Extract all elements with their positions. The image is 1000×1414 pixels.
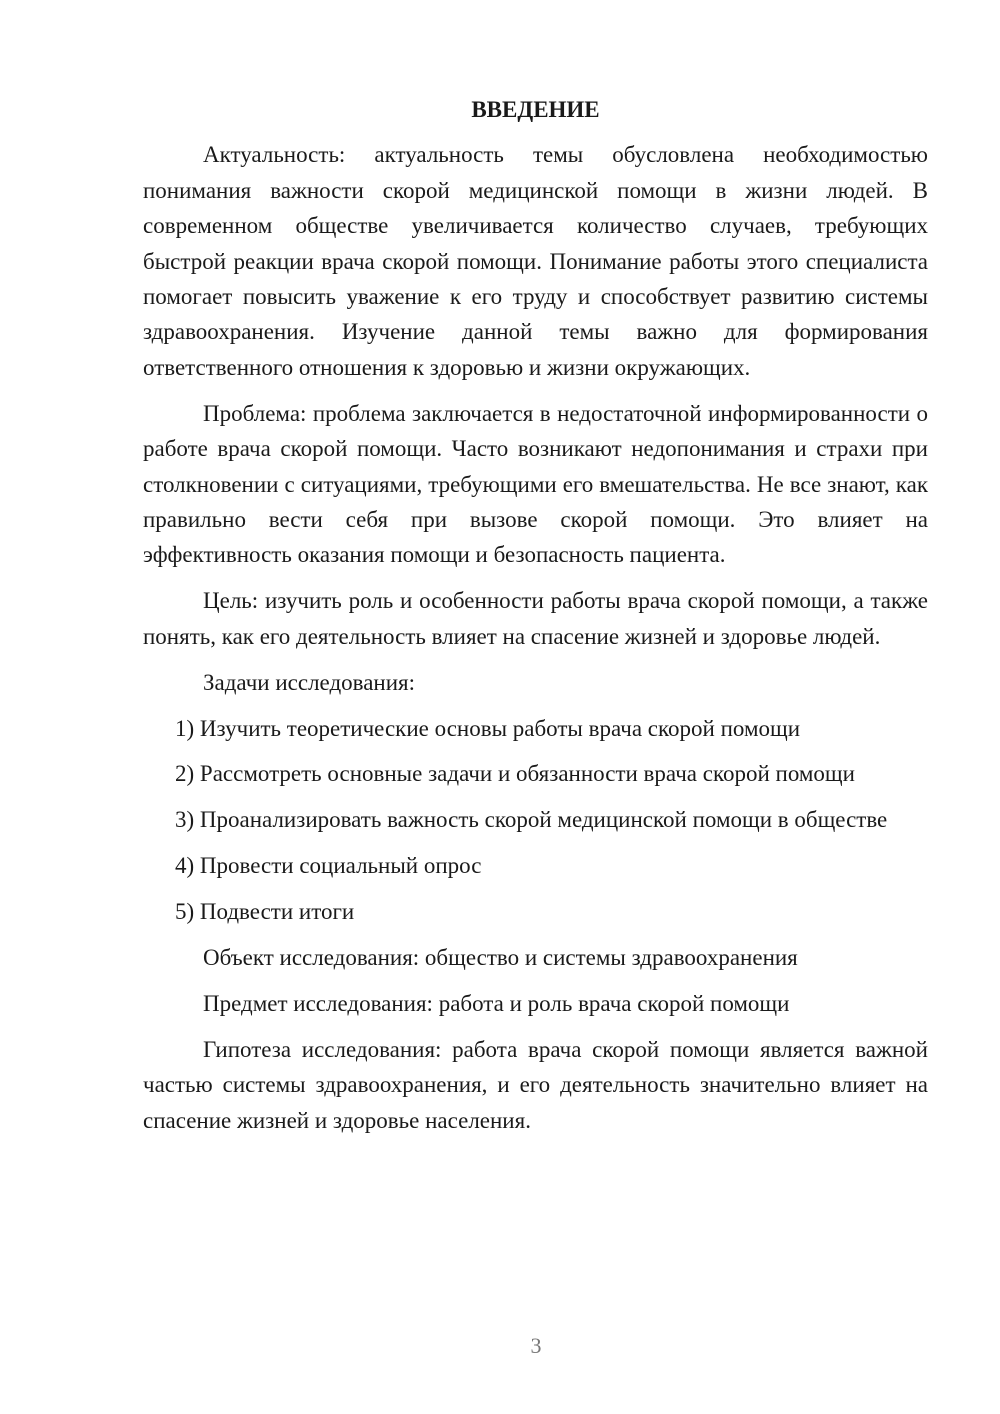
task-item: 3) Проанализировать важность скорой медицинской помощи в обществе (175, 807, 888, 833)
tasks-list (143, 711, 928, 930)
tasks-heading: Задачи исследования: (203, 669, 416, 695)
task-item: 1) Изучить теоретические основы работы врача скорой помощи (175, 715, 801, 741)
relevance-paragraph: Актуальность: актуальность темы обусловлена необходимостью понимания важности скорой медицинской помощи в жизни людей. В современном обществе увеличивается количество случаев, требующих быстрой реакции врача скорой помощи. Понимание работы этого специалиста помогает повысить уважение к его труду и способствует развитию системы здравоохранения. Изучение данной темы важно для формирования ответственного отношения к здоровью и жизни окружающих. (143, 142, 928, 380)
task-item: 2) Рассмотреть основные задачи и обязанности врача скорой помощи (175, 761, 855, 787)
task-item: 5) Подвести итоги (175, 899, 355, 925)
page-title: ВВЕДЕНИЕ (471, 97, 600, 122)
problem-paragraph: Проблема: проблема заключается в недостаточной информированности о работе врача скорой помощи. Часто возникают недопонимания и страхи при столкновении с ситуациями, требующими его вмешательства. Не все знают, как правильно вести себя при вызове скорой помощи. Это влияет на эффективность оказания помощи и безопасность пациента. (143, 400, 928, 568)
research-object: Объект исследования: общество и системы здравоохранения (203, 945, 798, 971)
task-item: 4) Провести социальный опрос (175, 853, 482, 879)
research-subject: Предмет исследования: работа и роль врача скорой помощи (203, 990, 790, 1016)
page-number: 3 (530, 1333, 542, 1358)
goal-paragraph: Цель: изучить роль и особенности работы врача скорой помощи, а также понять, как его деятельность влияет на спасение жизней и здоровье людей. (143, 588, 928, 649)
document-body (143, 92, 928, 1149)
hypothesis-paragraph: Гипотеза исследования: работа врача скорой помощи является важной частью системы здравоохранения, и его деятельность значительно влияет на спасение жизней и здоровье населения. (143, 1036, 928, 1133)
